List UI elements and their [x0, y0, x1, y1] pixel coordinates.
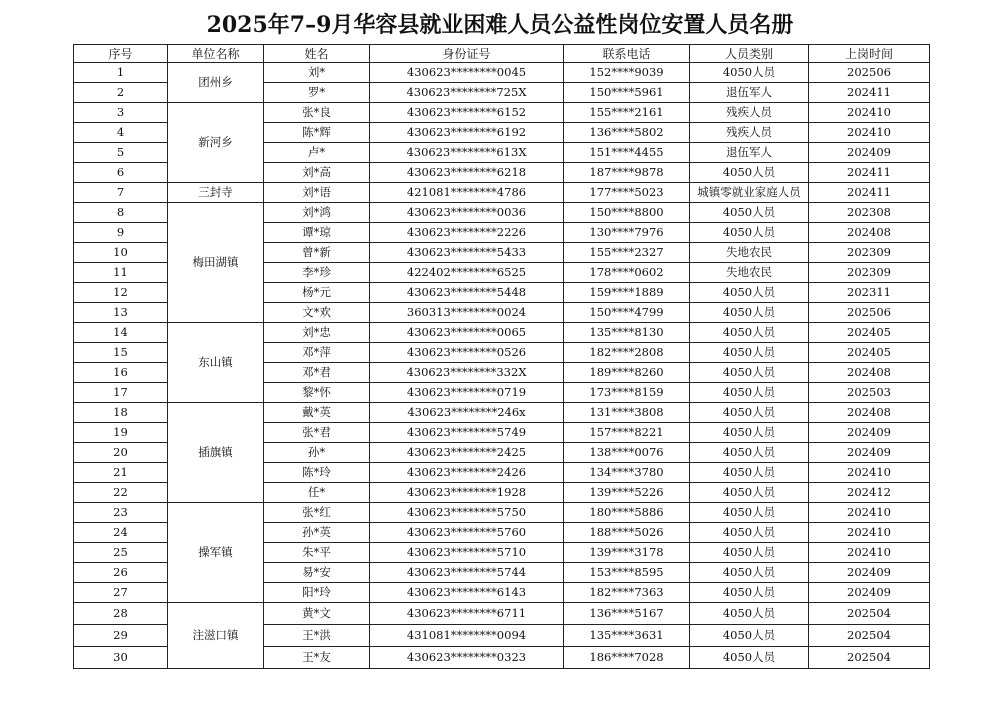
- cell-category: 4050人员: [690, 625, 809, 647]
- cell-start: 202309: [809, 243, 930, 263]
- roster-body: [74, 63, 930, 669]
- cell-id: 430623********6711: [370, 603, 564, 625]
- cell-start: 202506: [809, 303, 930, 323]
- cell-phone: 139****5226: [564, 483, 690, 503]
- cell-seq: 7: [74, 183, 168, 203]
- cell-category: 4050人员: [690, 323, 809, 343]
- cell-name: 阳*玲: [264, 583, 370, 603]
- cell-id: 430623********0036: [370, 203, 564, 223]
- cell-category: 4050人员: [690, 63, 809, 83]
- header-seq: 序号: [74, 45, 168, 63]
- cell-name: 李*珍: [264, 263, 370, 283]
- cell-seq: 22: [74, 483, 168, 503]
- cell-start: 202504: [809, 625, 930, 647]
- cell-id: 360313********0024: [370, 303, 564, 323]
- cell-id: 430623********2425: [370, 443, 564, 463]
- cell-phone: 130****7976: [564, 223, 690, 243]
- cell-name: 张*君: [264, 423, 370, 443]
- cell-name: 张*良: [264, 103, 370, 123]
- cell-seq: 19: [74, 423, 168, 443]
- cell-start: 202408: [809, 223, 930, 243]
- cell-seq: 1: [74, 63, 168, 83]
- cell-id: 430623********0065: [370, 323, 564, 343]
- cell-phone: 178****0602: [564, 263, 690, 283]
- cell-category: 失地农民: [690, 243, 809, 263]
- cell-name: 黎*怀: [264, 383, 370, 403]
- cell-unit: 新河乡: [168, 103, 264, 183]
- cell-seq: 12: [74, 283, 168, 303]
- cell-id: 430623********6192: [370, 123, 564, 143]
- cell-category: 4050人员: [690, 503, 809, 523]
- cell-start: 202412: [809, 483, 930, 503]
- cell-seq: 3: [74, 103, 168, 123]
- cell-id: 430623********0323: [370, 647, 564, 669]
- cell-seq: 13: [74, 303, 168, 323]
- cell-name: 文*欢: [264, 303, 370, 323]
- cell-phone: 135****3631: [564, 625, 690, 647]
- cell-phone: 150****8800: [564, 203, 690, 223]
- table-row: [74, 503, 930, 523]
- cell-phone: 136****5167: [564, 603, 690, 625]
- cell-seq: 26: [74, 563, 168, 583]
- cell-start: 202409: [809, 563, 930, 583]
- cell-id: 430623********2426: [370, 463, 564, 483]
- cell-name: 任*: [264, 483, 370, 503]
- cell-seq: 17: [74, 383, 168, 403]
- cell-id: 430623********2226: [370, 223, 564, 243]
- cell-category: 4050人员: [690, 603, 809, 625]
- cell-name: 张*红: [264, 503, 370, 523]
- cell-category: 城镇零就业家庭人员: [690, 183, 809, 203]
- table-row: [74, 603, 930, 625]
- cell-name: 孙*: [264, 443, 370, 463]
- cell-start: 202504: [809, 647, 930, 669]
- cell-start: 202409: [809, 443, 930, 463]
- cell-start: 202410: [809, 523, 930, 543]
- cell-phone: 139****3178: [564, 543, 690, 563]
- table-row: [74, 323, 930, 343]
- cell-unit: 团州乡: [168, 63, 264, 103]
- cell-category: 4050人员: [690, 403, 809, 423]
- cell-seq: 2: [74, 83, 168, 103]
- cell-phone: 188****5026: [564, 523, 690, 543]
- cell-category: 退伍军人: [690, 83, 809, 103]
- cell-category: 4050人员: [690, 163, 809, 183]
- cell-seq: 29: [74, 625, 168, 647]
- cell-category: 4050人员: [690, 563, 809, 583]
- cell-unit: 操军镇: [168, 503, 264, 603]
- cell-category: 4050人员: [690, 283, 809, 303]
- cell-phone: 136****5802: [564, 123, 690, 143]
- cell-phone: 186****7028: [564, 647, 690, 669]
- cell-start: 202411: [809, 83, 930, 103]
- cell-name: 黄*文: [264, 603, 370, 625]
- cell-name: 谭*琼: [264, 223, 370, 243]
- header-unit: 单位名称: [168, 45, 264, 63]
- cell-id: 430623********6152: [370, 103, 564, 123]
- cell-start: 202506: [809, 63, 930, 83]
- cell-phone: 135****8130: [564, 323, 690, 343]
- cell-unit: 插旗镇: [168, 403, 264, 503]
- cell-seq: 10: [74, 243, 168, 263]
- cell-start: 202308: [809, 203, 930, 223]
- cell-start: 202410: [809, 123, 930, 143]
- cell-name: 刘*忠: [264, 323, 370, 343]
- cell-id: 430623********0045: [370, 63, 564, 83]
- cell-name: 戴*英: [264, 403, 370, 423]
- cell-start: 202309: [809, 263, 930, 283]
- cell-phone: 180****5886: [564, 503, 690, 523]
- table-row: [74, 403, 930, 423]
- cell-start: 202411: [809, 183, 930, 203]
- cell-category: 4050人员: [690, 303, 809, 323]
- cell-id: 430623********5760: [370, 523, 564, 543]
- cell-category: 4050人员: [690, 363, 809, 383]
- cell-phone: 155****2327: [564, 243, 690, 263]
- cell-unit: 注滋口镇: [168, 603, 264, 669]
- cell-category: 4050人员: [690, 383, 809, 403]
- cell-seq: 24: [74, 523, 168, 543]
- cell-seq: 8: [74, 203, 168, 223]
- cell-category: 4050人员: [690, 583, 809, 603]
- cell-category: 4050人员: [690, 223, 809, 243]
- cell-seq: 6: [74, 163, 168, 183]
- table-row: [74, 103, 930, 123]
- cell-seq: 15: [74, 343, 168, 363]
- cell-start: 202409: [809, 423, 930, 443]
- header-id: 身份证号: [370, 45, 564, 63]
- cell-name: 孙*英: [264, 523, 370, 543]
- cell-phone: 134****3780: [564, 463, 690, 483]
- cell-name: 陈*辉: [264, 123, 370, 143]
- cell-id: 430623********5744: [370, 563, 564, 583]
- cell-phone: 157****8221: [564, 423, 690, 443]
- cell-seq: 4: [74, 123, 168, 143]
- cell-start: 202405: [809, 343, 930, 363]
- cell-name: 刘*: [264, 63, 370, 83]
- cell-start: 202408: [809, 363, 930, 383]
- cell-unit: 东山镇: [168, 323, 264, 403]
- cell-phone: 182****2808: [564, 343, 690, 363]
- cell-phone: 150****5961: [564, 83, 690, 103]
- cell-phone: 153****8595: [564, 563, 690, 583]
- cell-category: 4050人员: [690, 647, 809, 669]
- cell-start: 202411: [809, 163, 930, 183]
- cell-name: 罗*: [264, 83, 370, 103]
- header-row: [74, 45, 930, 63]
- cell-seq: 14: [74, 323, 168, 343]
- cell-category: 4050人员: [690, 423, 809, 443]
- cell-category: 残疾人员: [690, 123, 809, 143]
- cell-id: 430623********6218: [370, 163, 564, 183]
- cell-id: 430623********5433: [370, 243, 564, 263]
- cell-start: 202410: [809, 543, 930, 563]
- cell-phone: 151****4455: [564, 143, 690, 163]
- cell-phone: 159****1889: [564, 283, 690, 303]
- table-row: [74, 63, 930, 83]
- cell-name: 刘*鸿: [264, 203, 370, 223]
- cell-category: 残疾人员: [690, 103, 809, 123]
- cell-phone: 177****5023: [564, 183, 690, 203]
- cell-id: 430623********5710: [370, 543, 564, 563]
- cell-phone: 182****7363: [564, 583, 690, 603]
- cell-start: 202410: [809, 503, 930, 523]
- cell-unit: 三封寺: [168, 183, 264, 203]
- cell-seq: 20: [74, 443, 168, 463]
- cell-category: 4050人员: [690, 443, 809, 463]
- cell-id: 421081********4786: [370, 183, 564, 203]
- cell-category: 失地农民: [690, 263, 809, 283]
- cell-name: 曾*新: [264, 243, 370, 263]
- cell-category: 4050人员: [690, 543, 809, 563]
- cell-phone: 155****2161: [564, 103, 690, 123]
- header-category: 人员类别: [690, 45, 809, 63]
- cell-name: 杨*元: [264, 283, 370, 303]
- cell-seq: 18: [74, 403, 168, 423]
- cell-name: 易*安: [264, 563, 370, 583]
- cell-seq: 30: [74, 647, 168, 669]
- cell-category: 退伍军人: [690, 143, 809, 163]
- cell-category: 4050人员: [690, 203, 809, 223]
- cell-start: 202410: [809, 463, 930, 483]
- cell-seq: 28: [74, 603, 168, 625]
- cell-start: 202504: [809, 603, 930, 625]
- cell-phone: 131****3808: [564, 403, 690, 423]
- cell-phone: 150****4799: [564, 303, 690, 323]
- cell-id: 430623********613X: [370, 143, 564, 163]
- cell-name: 陈*玲: [264, 463, 370, 483]
- cell-name: 王*友: [264, 647, 370, 669]
- cell-name: 邓*萍: [264, 343, 370, 363]
- cell-id: 430623********246x: [370, 403, 564, 423]
- cell-id: 430623********332X: [370, 363, 564, 383]
- cell-start: 202410: [809, 103, 930, 123]
- cell-id: 430623********6143: [370, 583, 564, 603]
- roster-table: [73, 44, 930, 669]
- cell-id: 430623********0526: [370, 343, 564, 363]
- cell-name: 刘*语: [264, 183, 370, 203]
- cell-name: 王*洪: [264, 625, 370, 647]
- cell-id: 430623********0719: [370, 383, 564, 403]
- cell-name: 刘*高: [264, 163, 370, 183]
- header-name: 姓名: [264, 45, 370, 63]
- cell-id: 430623********5448: [370, 283, 564, 303]
- cell-name: 朱*平: [264, 543, 370, 563]
- cell-start: 202503: [809, 383, 930, 403]
- cell-unit: 梅田湖镇: [168, 203, 264, 323]
- header-start: 上岗时间: [809, 45, 930, 63]
- cell-start: 202408: [809, 403, 930, 423]
- cell-phone: 173****8159: [564, 383, 690, 403]
- cell-start: 202409: [809, 583, 930, 603]
- cell-seq: 21: [74, 463, 168, 483]
- cell-id: 430623********5750: [370, 503, 564, 523]
- cell-start: 202409: [809, 143, 930, 163]
- cell-phone: 152****9039: [564, 63, 690, 83]
- table-row: [74, 203, 930, 223]
- cell-id: 422402********6525: [370, 263, 564, 283]
- cell-phone: 187****9878: [564, 163, 690, 183]
- cell-name: 卢*: [264, 143, 370, 163]
- cell-seq: 9: [74, 223, 168, 243]
- cell-start: 202405: [809, 323, 930, 343]
- page-title: 2025年7–9月华容县就业困难人员公益性岗位安置人员名册: [206, 12, 794, 38]
- cell-category: 4050人员: [690, 463, 809, 483]
- table-row: [74, 183, 930, 203]
- cell-id: 431081********0094: [370, 625, 564, 647]
- cell-seq: 11: [74, 263, 168, 283]
- cell-id: 430623********5749: [370, 423, 564, 443]
- cell-id: 430623********725X: [370, 83, 564, 103]
- cell-category: 4050人员: [690, 483, 809, 503]
- cell-name: 邓*君: [264, 363, 370, 383]
- cell-seq: 25: [74, 543, 168, 563]
- cell-seq: 5: [74, 143, 168, 163]
- cell-id: 430623********1928: [370, 483, 564, 503]
- cell-seq: 23: [74, 503, 168, 523]
- cell-category: 4050人员: [690, 523, 809, 543]
- cell-category: 4050人员: [690, 343, 809, 363]
- cell-phone: 138****0076: [564, 443, 690, 463]
- cell-seq: 27: [74, 583, 168, 603]
- cell-phone: 189****8260: [564, 363, 690, 383]
- cell-start: 202311: [809, 283, 930, 303]
- header-phone: 联系电话: [564, 45, 690, 63]
- cell-seq: 16: [74, 363, 168, 383]
